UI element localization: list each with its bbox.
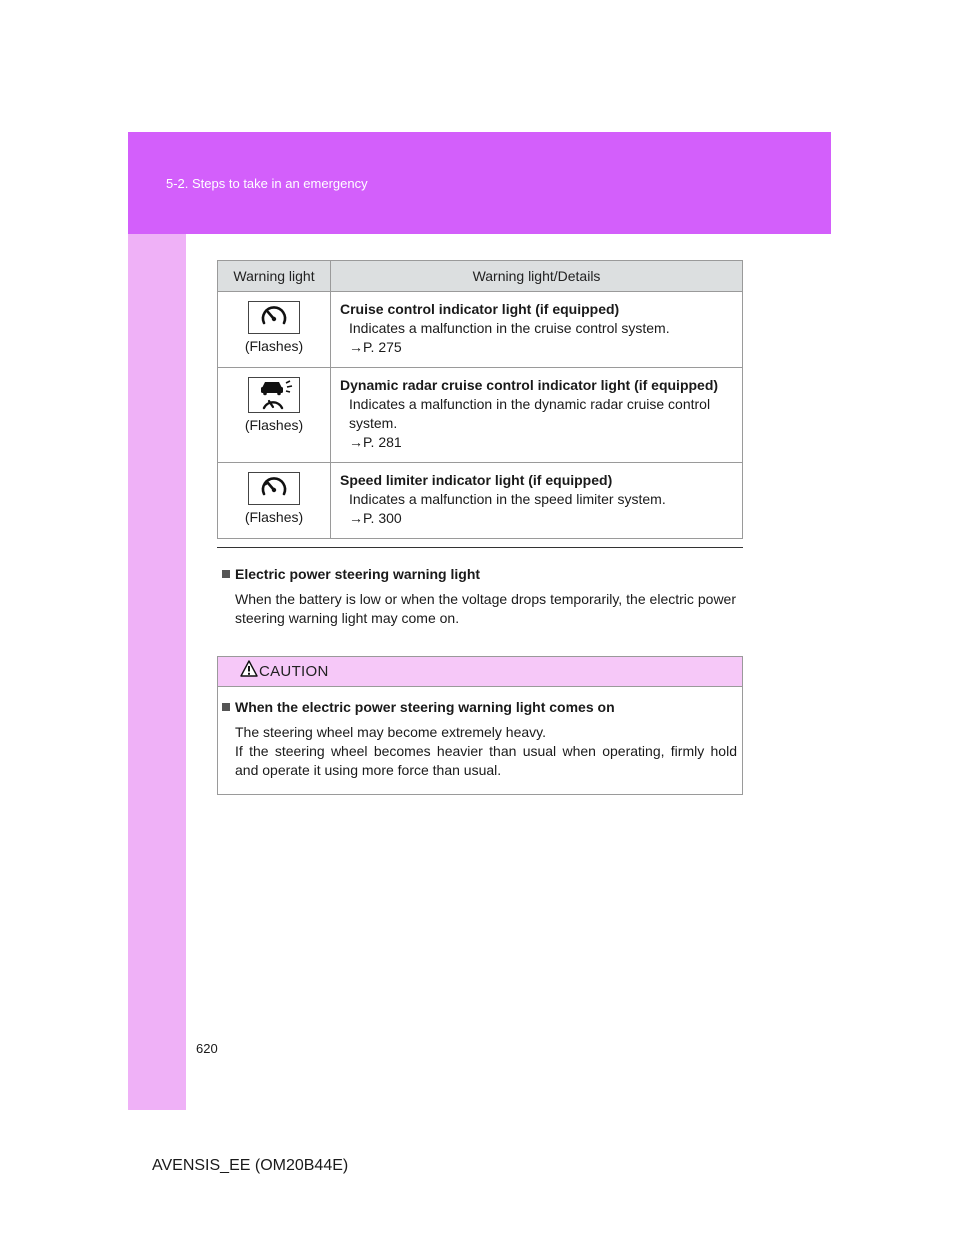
- footer-code: AVENSIS_EE (OM20B44E): [152, 1157, 349, 1174]
- caution-heading: [222, 699, 615, 715]
- note-heading-text: Electric power steering warning light: [235, 566, 481, 582]
- page-reference: →P. 275: [349, 339, 402, 355]
- icon-cell: [218, 368, 331, 463]
- icon-label: (Flashes): [244, 338, 304, 354]
- detail-cell: [331, 368, 743, 463]
- icon-cell: [218, 463, 331, 539]
- page-reference: →P. 300: [349, 510, 402, 526]
- square-bullet-icon: [222, 703, 230, 711]
- caution-header: [218, 657, 742, 687]
- table-header-row: [218, 261, 743, 292]
- caution-label: CAUTION: [259, 663, 329, 680]
- detail-text: Indicates a malfunction in the cruise control system.: [349, 320, 670, 336]
- icon-cell: [218, 292, 331, 368]
- column-header-details: Warning light/Details: [331, 261, 743, 292]
- section-title: 5-2. Steps to take in an emergency: [166, 176, 368, 191]
- note-heading: [222, 566, 480, 582]
- side-strip: [128, 132, 186, 1110]
- table-row: [218, 463, 743, 539]
- caution-text: If the steering wheel becomes heavier than usual when operating, firmly hold and operate it using more force than usual.: [235, 743, 737, 778]
- column-header-warning-light: Warning light: [218, 261, 331, 292]
- detail-cell: [331, 463, 743, 539]
- table-row: [218, 292, 743, 368]
- caution-box: [217, 656, 743, 795]
- detail-cell: [331, 292, 743, 368]
- page-number: 620: [196, 1041, 218, 1056]
- detail-title: Dynamic radar cruise control indicator light (if equipped): [340, 377, 719, 393]
- warning-light-table: [217, 260, 743, 539]
- detail-title: Speed limiter indicator light (if equipped): [340, 472, 613, 488]
- warning-triangle-icon: [240, 660, 258, 678]
- table-row: [218, 368, 743, 463]
- detail-text: Indicates a malfunction in the dynamic radar cruise control system.: [349, 396, 711, 431]
- icon-label: (Flashes): [244, 509, 304, 525]
- caution-text: The steering wheel may become extremely heavy.: [235, 724, 546, 740]
- detail-text: Indicates a malfunction in the speed limiter system.: [349, 491, 666, 507]
- cruise-control-icon: [248, 301, 300, 334]
- page-reference: →P. 281: [349, 434, 402, 450]
- icon-label: (Flashes): [244, 417, 304, 433]
- speed-limiter-icon: [248, 472, 300, 505]
- dynamic-radar-cruise-icon: [248, 377, 300, 413]
- caution-heading-text: When the electric power steering warning light comes on: [235, 699, 615, 715]
- section-divider: [217, 547, 743, 548]
- note-body: When the battery is low or when the voltage drops temporarily, the electric power steering warning light may come on.: [235, 591, 736, 626]
- square-bullet-icon: [222, 570, 230, 578]
- detail-title: Cruise control indicator light (if equipped): [340, 301, 620, 317]
